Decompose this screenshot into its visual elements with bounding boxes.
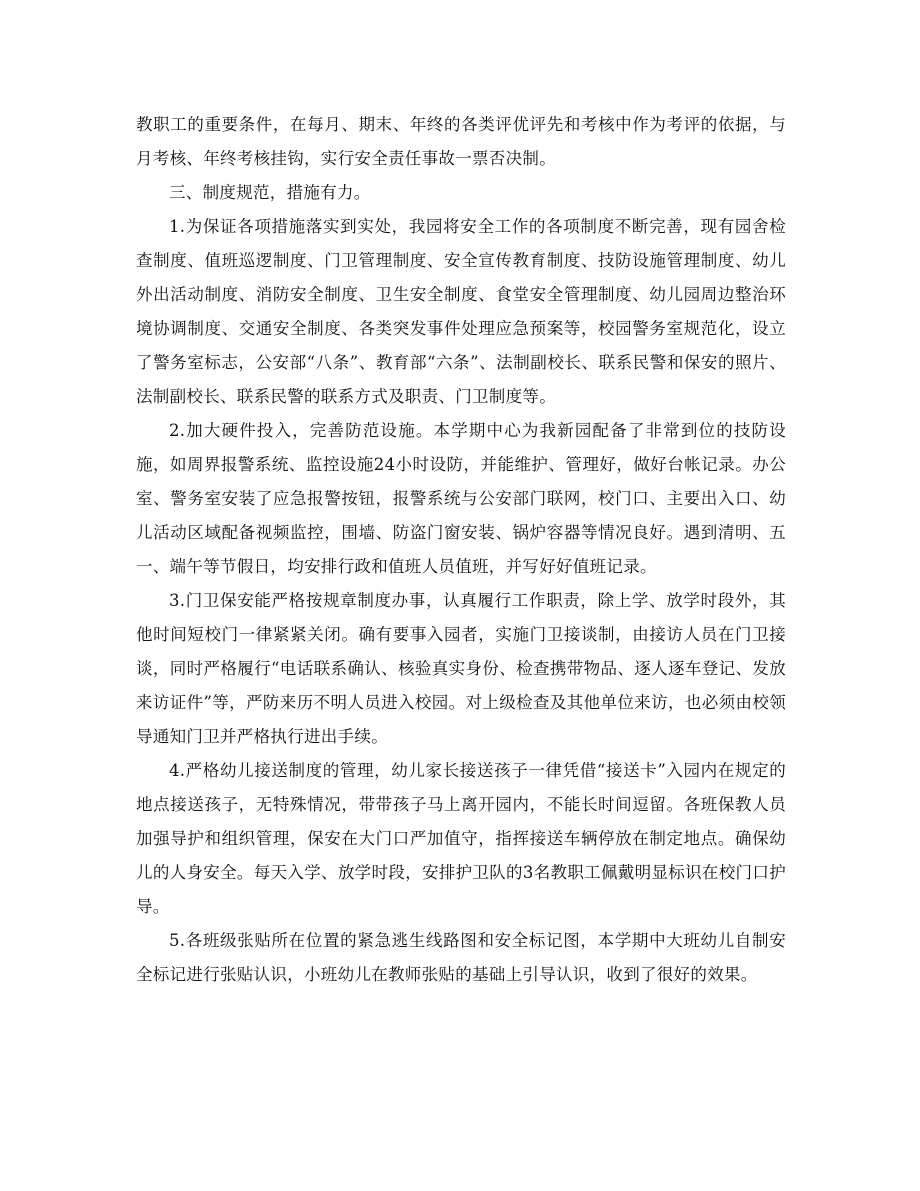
paragraph-item-1: 1.为保证各项措施落实到实处，我园将安全工作的各项制度不断完善，现有园舍检查制度、值班巡逻制度、门卫管理制度、安全宣传教育制度、技防设施管理制度、幼儿外出活动制度、消防安全制度、卫生安全制度、食堂安全管理制度、幼儿园周边整治环境协调制度、交通安全制度、各类突发事件处理应急预案等，校园警务室规范化，设立了警务室标志，公安部“八条”、教育部“六条”、法制副校长、联系民警和保安的照片、法制副校长、联系民警的联系方式及职责、门卫制度等。 xyxy=(136,217,786,406)
paragraph-item-5: 5.各班级张贴所在位置的紧急逃生线路图和安全标记图，本学期中大班幼儿自制安全标记进行张贴认识，小班幼儿在教师张贴的基础上引导认识，收到了很好的效果。 xyxy=(136,931,786,984)
document-body xyxy=(136,108,786,992)
paragraph-item-2: 2.加大硬件投入，完善防范设施。本学期中心为我新园配备了非常到位的技防设施，如周界报警系统、监控设施24小时设防，并能维护、管理好，做好台帐记录。办公室、警务室安装了应急报警按钮，报警系统与公安部门联网，校门口、主要出入口、幼儿活动区域配备视频监控，围墙、防盗门窗安装、锅炉容器等情况良好。遇到清明、五一、端午等节假日，均安排行政和值班人员值班，并写好好值班记录。 xyxy=(136,421,786,576)
paragraph-item-3: 3.门卫保安能严格按规章制度办事，认真履行工作职责，除上学、放学时段外，其他时间短校门一律紧紧关闭。确有要事入园者，实施门卫接谈制，由接访人员在门卫接谈，同时严格履行“电话联系确认、核验真实身份、检查携带物品、逐人逐车登记、发放来访证件”等，严防来历不明人员进入校园。对上级检查及其他单位来访，也必须由校领导通知门卫并严格执行进出手续。 xyxy=(136,591,786,746)
paragraph-continuation: 教职工的重要条件，在每月、期末、年终的各类评优评先和考核中作为考评的依据，与月考核、年终考核挂钩，实行安全责任事故一票否决制。 xyxy=(136,115,786,168)
paragraph-item-4: 4.严格幼儿接送制度的管理，幼儿家长接送孩子一律凭借“接送卡”入园内在规定的地点接送孩子，无特殊情况，带带孩子马上离开园内，不能长时间逗留。各班保教人员加强导护和组织管理，保安在大门口严加值守，指挥接送车辆停放在制定地点。确保幼儿的人身安全。每天入学、放学时段，安排护卫队的3名教职工佩戴明显标识在校门口护导。 xyxy=(136,761,786,916)
section-heading: 三、制度规范，措施有力。 xyxy=(169,183,371,202)
